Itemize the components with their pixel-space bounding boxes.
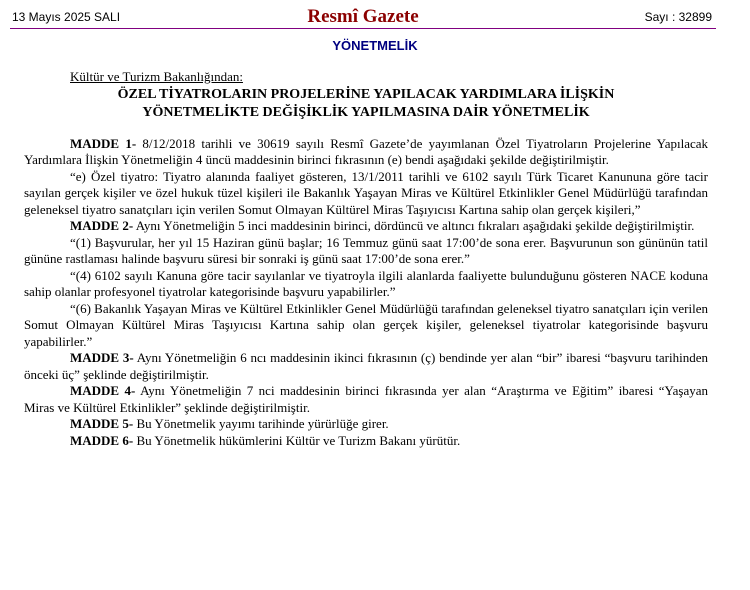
document-title (24, 86, 708, 122)
article-text: 8/12/2018 tarihli ve 30619 sayılı Resmî Gazete’de yayımlanan Özel Tiyatroların Projelerine Yapılacak Yardımlara İlişkin Yönetmeliğin 4 üncü maddesinin birinci fıkrasının (e) bendi aşağıdaki şekilde değiştirilmiştir. (24, 135, 708, 167)
article-3 (24, 350, 708, 383)
amendment-text: “e) Özel tiyatro: Tiyatro alanında faaliyet gösteren, 13/1/2011 tarihli ve 6102 sayılı Türk Ticaret Kanununa göre tacir sayılan gerçek kişiler ve özel hukuk tüzel kişileri ile Bakanlık Yaşayan Miras ve Kültürel Etkinlikler Genel Müdürlüğü tarafından geleneksel tiyatro sanatçıları için verilen Somut Olmayan Kültürel Miras Taşıyıcısı Kartına sahip olan gerçek kişileri,” (24, 168, 708, 217)
amendment-text: “(1) Başvurular, her yıl 15 Haziran günü başlar; 16 Temmuz günü saat 17:00’de sona erer. Başvurunun son gününün tatil gününe rastlaması halinde başvuru süresi bir sonraki iş günü saat 17:00’de sona erer.” (24, 234, 708, 266)
amendment-paragraph (24, 169, 708, 219)
amendment-paragraph (24, 235, 708, 268)
amendment-text: “(4) 6102 sayılı Kanuna göre tacir sayılanlar ve tiyatroyla ilgili alanlarda faaliyette bulunduğunu gösteren NACE koduna sahip olanlar profesyonel tiyatrolar kategorisinde başvuru yapabilirler.” (24, 267, 708, 299)
document-title-line-1: ÖZEL TİYATROLARIN PROJELERİNE YAPILACAK YARDIMLARA İLİŞKİN (117, 86, 615, 102)
article-text: Aynı Yönetmeliğin 7 nci maddesinin birinci fıkrasında yer alan “Araştırma ve Eğitim” ibaresi “Yaşayan Miras ve Kültürel Etkinlikler” şeklinde değiştirilmiştir. (24, 383, 709, 415)
article-text: Bu Yönetmelik yayımı tarihinde yürürlüğe girer. (133, 416, 389, 431)
article-lead: MADDE 2- (70, 218, 134, 233)
gazette-title: Resmî Gazete (307, 6, 419, 27)
article-lead: MADDE 5- (70, 416, 134, 431)
article-text: Aynı Yönetmeliğin 5 inci maddesinin birinci, dördüncü ve altıncı fıkraları aşağıdaki şekilde değiştirilmiştir. (133, 218, 695, 233)
article-lead: MADDE 6- (70, 432, 134, 448)
document-title-line-2: YÖNETMELİKTE DEĞİŞİKLİK YAPILMASINA DAİR YÖNETMELİK (142, 104, 590, 120)
issue-number: Sayı : 32899 (644, 10, 712, 24)
article-lead: MADDE 4- (70, 383, 136, 398)
issue-date: 13 Mayıs 2025 SALI (12, 10, 121, 24)
amendment-text: “(6) Bakanlık Yaşayan Miras ve Kültürel Etkinlikler Genel Müdürlüğü tarafından geleneksel tiyatro sanatçıları için verilen Somut Olmayan Kültürel Miras Taşıyıcısı Kartına sahip olan gerçek kişiler, geleneksel tiyatrolar kategorisinde başvuru yapabilirler.” (24, 300, 708, 349)
article-2 (24, 218, 708, 235)
gazette-header (10, 6, 716, 29)
article-lead: MADDE 1- (70, 135, 137, 151)
issuing-ministry: Kültür ve Turizm Bakanlığından: (70, 69, 243, 84)
article-1 (24, 136, 708, 169)
article-lead: MADDE 3- (70, 350, 134, 365)
amendment-paragraph (24, 301, 708, 351)
article-text: Aynı Yönetmeliğin 6 ncı maddesinin ikinci fıkrasının (ç) bendinde yer alan “bir” ibaresi “başvuru tarihinden önceki üç” şeklinde değiştirilmiştir. (24, 350, 709, 382)
article-6 (24, 433, 708, 450)
article-4 (24, 383, 708, 416)
amendment-paragraph (24, 268, 708, 301)
document-body (24, 69, 708, 449)
article-5 (24, 416, 708, 433)
article-text: Bu Yönetmelik hükümlerini Kültür ve Turizm Bakanı yürütür. (133, 432, 461, 448)
section-label: YÖNETMELİK (332, 38, 418, 53)
